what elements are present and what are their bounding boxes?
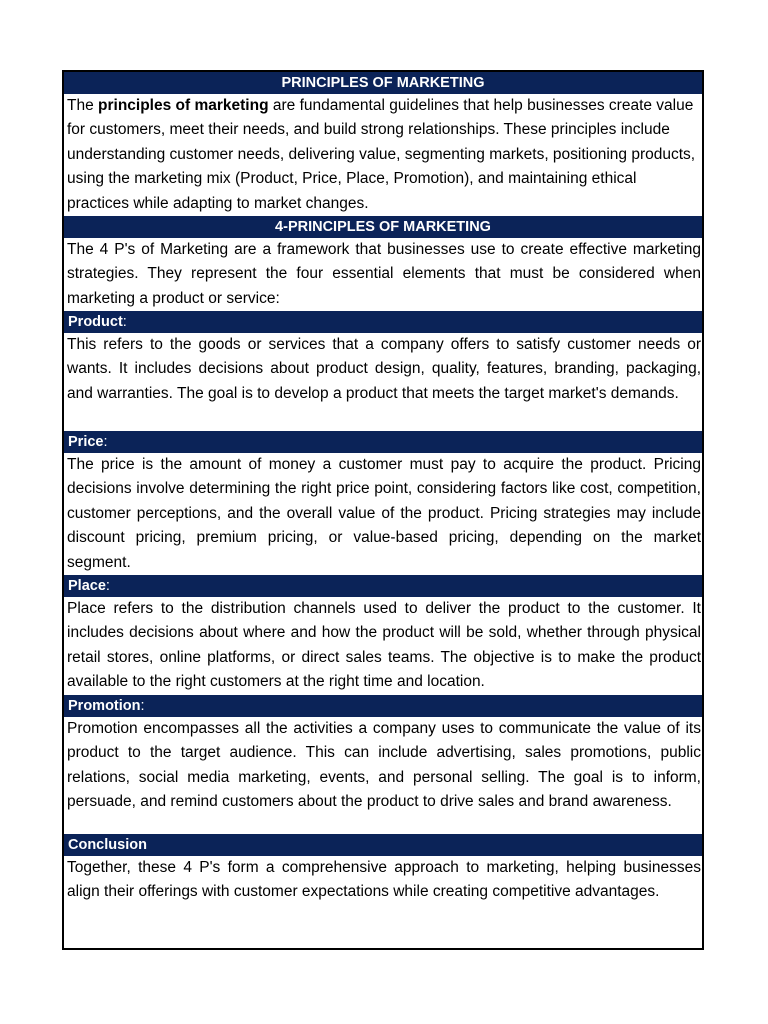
price-heading-label: Price — [68, 434, 104, 450]
place-heading: Place: — [64, 575, 702, 597]
page-title: PRINCIPLES OF MARKETING — [64, 72, 702, 94]
intro-text-start: The — [67, 97, 99, 114]
conclusion-heading: Conclusion — [64, 834, 702, 856]
promotion-paragraph: Promotion encompasses all the activities a company uses to communicate the value of its product to the target audience. This can include advertising, sales promotions, public relations, social media marketing, events, and personal selling. The goal is to inform, persuade, and remind customers about the product to drive sales and brand awareness. — [67, 720, 701, 811]
price-heading: Price: — [64, 431, 702, 453]
promotion-heading-label: Promotion — [68, 698, 141, 714]
promotion-heading: Promotion: — [64, 695, 702, 717]
product-heading-label: Product — [68, 314, 123, 330]
place-heading-label: Place — [68, 578, 106, 594]
price-paragraph: The price is the amount of money a customer must pay to acquire the product. Pricing decisions involve determining the right price point, considering factors like cost, competition, customer perceptions, and the overall value of the product. Pricing strategies may include discount pricing, premium pricing, or value-based pricing, depending on the market segment. — [67, 456, 701, 571]
four-p-heading: 4-PRINCIPLES OF MARKETING — [64, 216, 702, 238]
product-heading: Product: — [64, 311, 702, 333]
intro-bold-term: principles of marketing — [98, 97, 269, 114]
conclusion-paragraph: Together, these 4 P's form a comprehensive approach to marketing, helping businesses align their offerings with customer expectations while creating competitive advantages. — [67, 859, 701, 901]
four-p-paragraph: The 4 P's of Marketing are a framework that businesses use to create effective marketing strategies. They represent the four essential elements that must be considered when marketing a product or service: — [67, 241, 701, 307]
intro-text-rest: are fundamental guidelines that help businesses create value for customers, meet their needs, and build strong relationships. These principles include understanding customer needs, delivering value, segmenting markets, positioning products, using the marketing mix (Product, Price, Place, Promotion), and maintaining ethical practices while adapting to market changes. — [67, 97, 696, 212]
intro-paragraph — [64, 94, 702, 216]
product-paragraph: This refers to the goods or services that a company offers to satisfy customer needs or wants. It includes decisions about product design, quality, features, branding, packaging, and warranties. The goal is to develop a product that meets the target market's demands. — [67, 336, 701, 402]
place-paragraph: Place refers to the distribution channels used to deliver the product to the customer. It includes decisions about where and how the product will be sold, whether through physical retail stores, online platforms, or direct sales teams. The objective is to make the product available to the right customers at the right time and location. — [67, 600, 701, 691]
marketing-sheet — [62, 70, 704, 950]
